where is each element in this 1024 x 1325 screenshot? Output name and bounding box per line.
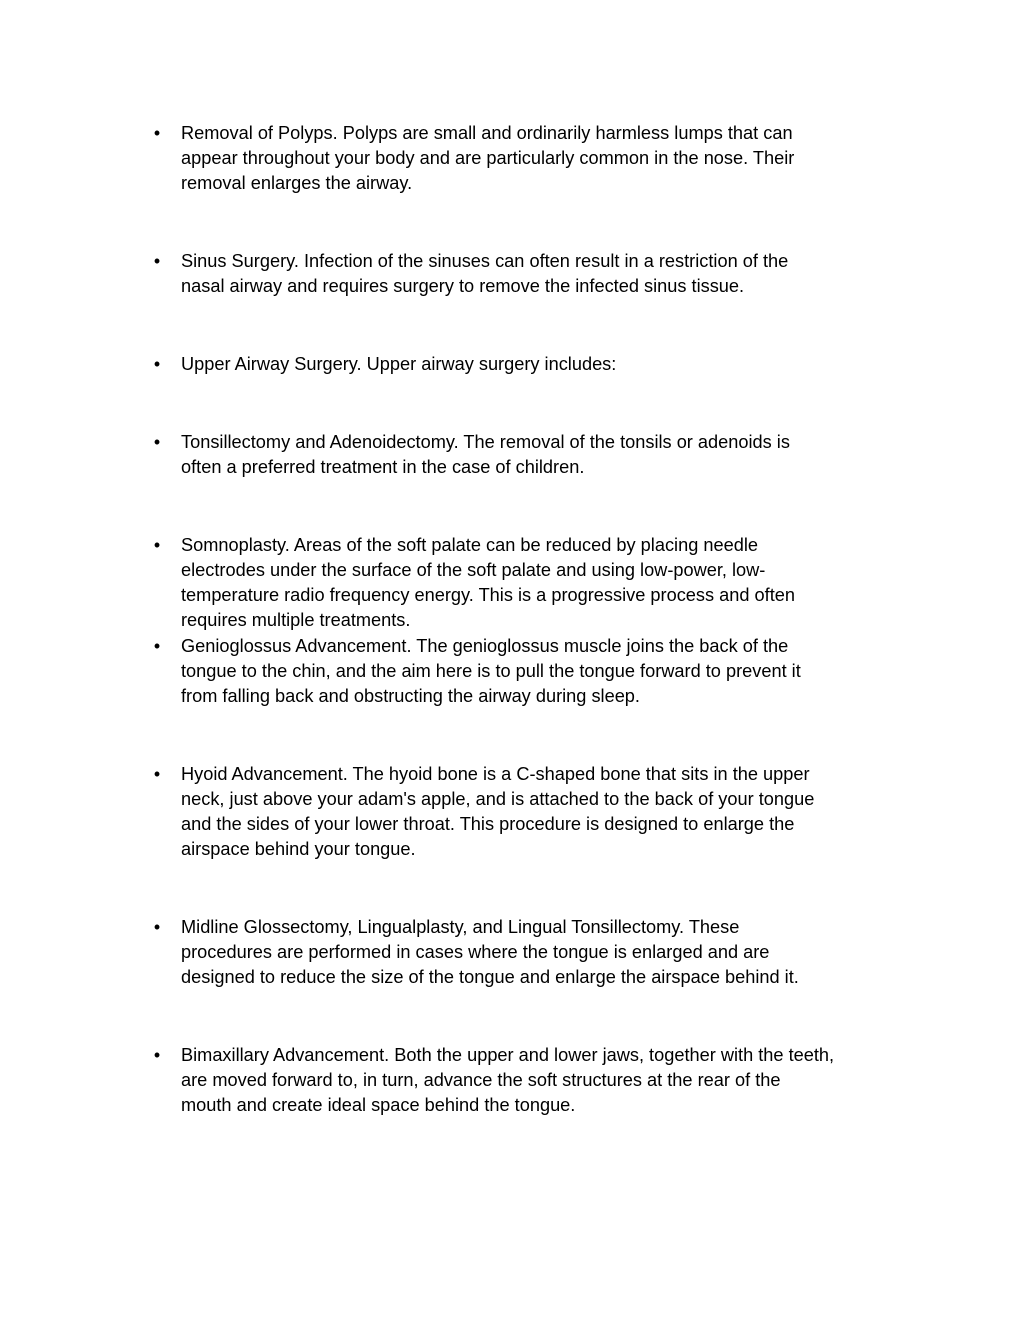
bullet-icon: • <box>153 764 161 784</box>
list-item-text: Somnoplasty. Areas of the soft palate can be reduced by placing needle electrodes under the surface of the soft palate and using low-power, low- temperature radio frequency energy. This is a progressive process and often requires multiple treatments. <box>181 535 795 630</box>
bullet-icon: • <box>153 1045 161 1065</box>
bullet-icon: • <box>153 535 161 555</box>
bullet-icon: • <box>153 636 161 656</box>
list-item-text: Midline Glossectomy, Lingualplasty, and Lingual Tonsillectomy. These procedures are performed in cases where the tongue is enlarged and are designed to reduce the size of the tongue and enlarge the airspace behind it. <box>181 917 799 987</box>
bullet-icon: • <box>153 354 161 374</box>
bullet-icon: • <box>153 123 161 143</box>
list-item-text: Removal of Polyps. Polyps are small and ordinarily harmless lumps that can appear throughout your body and are particularly common in the nose. Their removal enlarges the airway. <box>181 123 795 193</box>
bullet-icon: • <box>153 251 161 271</box>
list-item-text: Hyoid Advancement. The hyoid bone is a C-shaped bone that sits in the upper neck, just above your adam's apple, and is attached to the back of your tongue and the sides of your lower throat. This procedure is designed to enlarge the airspace behind your tongue. <box>181 764 815 859</box>
list-item-text: Bimaxillary Advancement. Both the upper and lower jaws, together with the teeth, are moved forward to, in turn, advance the soft structures at the rear of the mouth and create ideal space behind the tongue. <box>181 1045 835 1115</box>
list-item-text: Genioglossus Advancement. The genioglossus muscle joins the back of the tongue to the chin, and the aim here is to pull the tongue forward to prevent it from falling back and obstructing the airway during sleep. <box>181 636 801 706</box>
list-item-text: Sinus Surgery. Infection of the sinuses can often result in a restriction of the nasal airway and requires surgery to remove the infected sinus tissue. <box>181 251 789 296</box>
bullet-icon: • <box>153 917 161 937</box>
bullet-icon: • <box>153 432 161 452</box>
list-item-text: Upper Airway Surgery. Upper airway surgery includes: <box>181 354 617 374</box>
list-item-text: Tonsillectomy and Adenoidectomy. The removal of the tonsils or adenoids is often a preferred treatment in the case of children. <box>181 432 790 477</box>
